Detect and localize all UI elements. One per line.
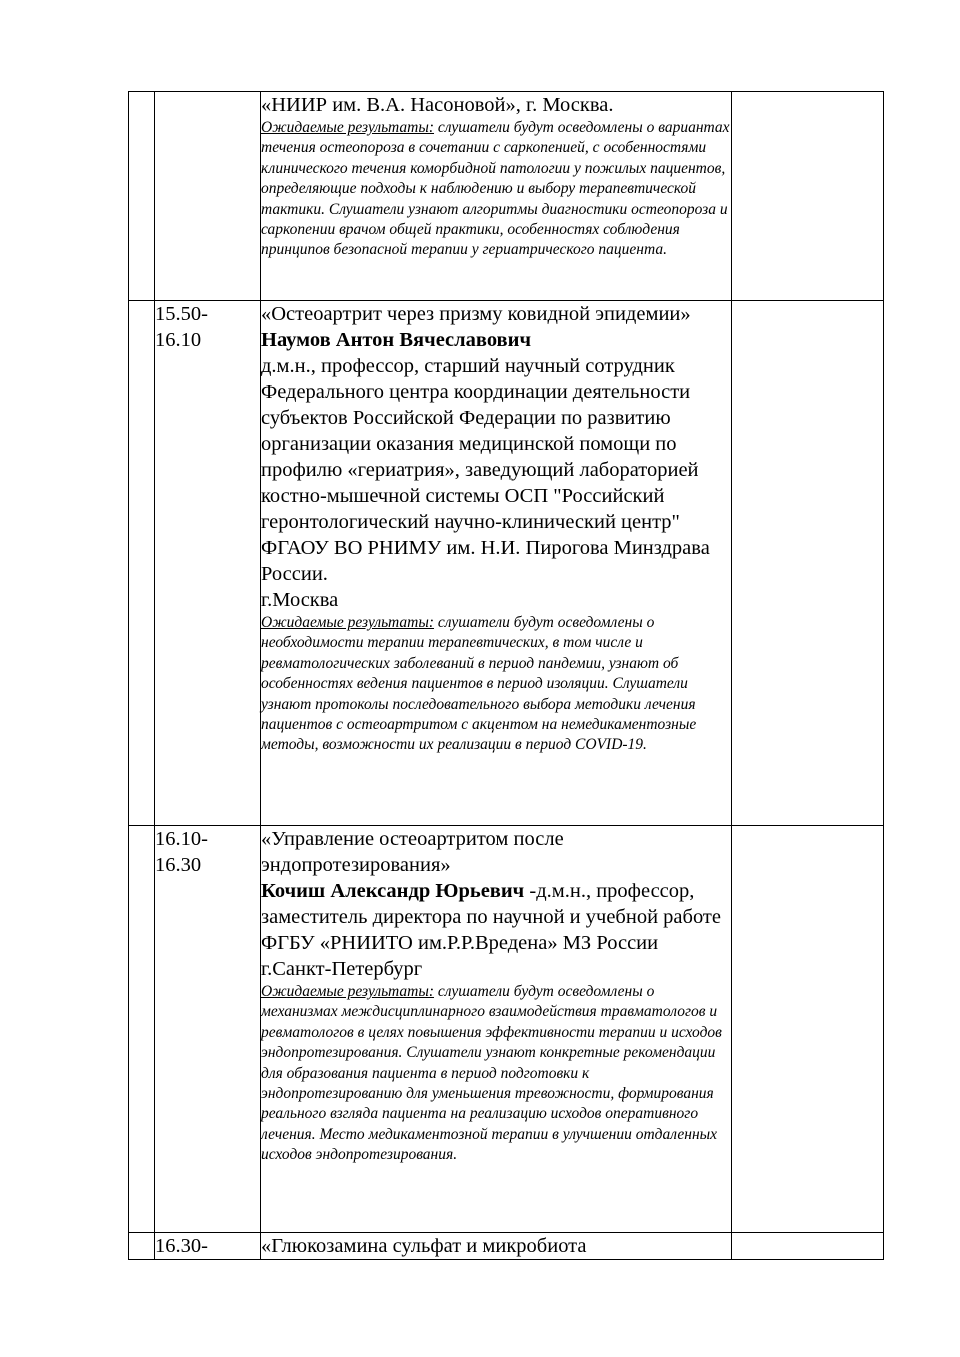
topic-cell — [261, 1233, 732, 1260]
affiliation-continuation: «НИИР им. В.А. Насоновой», г. Москва. — [261, 94, 614, 116]
speaker-name: Кочиш Александр Юрьевич — [261, 880, 525, 902]
number-cell — [129, 826, 155, 1233]
speaker-city: г.Санкт-Петербург — [261, 958, 423, 980]
table-row — [129, 1233, 884, 1260]
notes-cell — [732, 826, 884, 1233]
expected-results-label: Ожидаемые результаты: — [261, 614, 435, 631]
topic-cell — [261, 826, 732, 1233]
talk-title: «Управление остеоартритом после эндопротезирования» — [261, 828, 564, 876]
speaker-city: г.Москва — [261, 589, 339, 611]
table-row — [129, 826, 884, 1233]
number-cell — [129, 92, 155, 301]
notes-cell — [732, 301, 884, 826]
time-cell: 15.50- 16.10 — [155, 301, 261, 826]
program-table — [128, 91, 884, 1260]
talk-title: «Остеоартрит через призму ковидной эпидемии» — [261, 303, 691, 325]
expected-results-label: Ожидаемые результаты: — [261, 983, 435, 1000]
time-cell: 16.30- — [155, 1233, 261, 1260]
table-row — [129, 92, 884, 301]
expected-results-label: Ожидаемые результаты: — [261, 119, 435, 136]
expected-results — [261, 613, 731, 756]
expected-results-text: слушатели будут осведомлены о механизмах междисциплинарного взаимодействия травматологов и ревматологов в целях повышения эффективности терапии и исходов эндопротезирования. Слушатели узнают конкретные рекомендации для образования пациента в период подготовки к эндопротезированию для уменьшения тревожности, формирования реального взгляда пациента на реализацию исходов оперативного лечения. Место медикаментозной терапии в улучшении отдаленных исходов эндопротезирования. — [261, 983, 722, 1164]
speaker-name: Наумов Антон Вячеславович — [261, 329, 532, 351]
talk-title: «Глюкозамина сульфат и микробиота — [261, 1235, 587, 1257]
notes-cell — [732, 1233, 884, 1260]
notes-cell — [732, 92, 884, 301]
expected-results — [261, 118, 731, 261]
expected-results — [261, 982, 731, 1166]
topic-cell — [261, 92, 732, 301]
speaker-details: -д.м.н., профессор, заместитель директора по научной и учебной работе ФГБУ «РНИИТО им.Р.Р.Вредена» МЗ России — [261, 880, 721, 954]
number-cell — [129, 301, 155, 826]
time-cell — [155, 92, 261, 301]
speaker-details: д.м.н., профессор, старший научный сотрудник Федерального центра координации деятельности субъектов Российской Федерации по развитию организации оказания медицинской помощи по профилю «гериатрия», заведующий лабораторией костно-мышечной системы ОСП "Российский геронтологический научно-клинический центр" ФГАОУ ВО РНИМУ им. Н.И. Пирогова Минздрава России. — [261, 355, 710, 585]
number-cell — [129, 1233, 155, 1260]
expected-results-text: слушатели будут осведомлены о необходимости терапии терапевтических, в том числе и ревматологических заболеваний в период пандемии, узнают об особенностях ведения пациентов в период изоляции. Слушатели узнают протоколы последовательного выбора методики лечения пациентов с остеоартритом с акцентом на немедикаментозные методы, возможности их реализации в период COVID-19. — [261, 614, 697, 754]
time-cell: 16.10- 16.30 — [155, 826, 261, 1233]
speaker-line — [261, 878, 731, 956]
topic-cell — [261, 301, 732, 826]
expected-results-text: слушатели будут осведомлены о вариантах течения остеопороза в сочетании с саркопенией, с особенностями клинического течения коморбидной патологии у пожилых пациентов, определяющие подходы к наблюдению и выбору терапевтической тактики. Слушатели узнают алгоритмы диагностики остеопороза и саркопении врачом общей практики, особенностях соблюдения принципов безопасной терапии у гериатрического пациента. — [261, 119, 730, 259]
table-row — [129, 301, 884, 826]
